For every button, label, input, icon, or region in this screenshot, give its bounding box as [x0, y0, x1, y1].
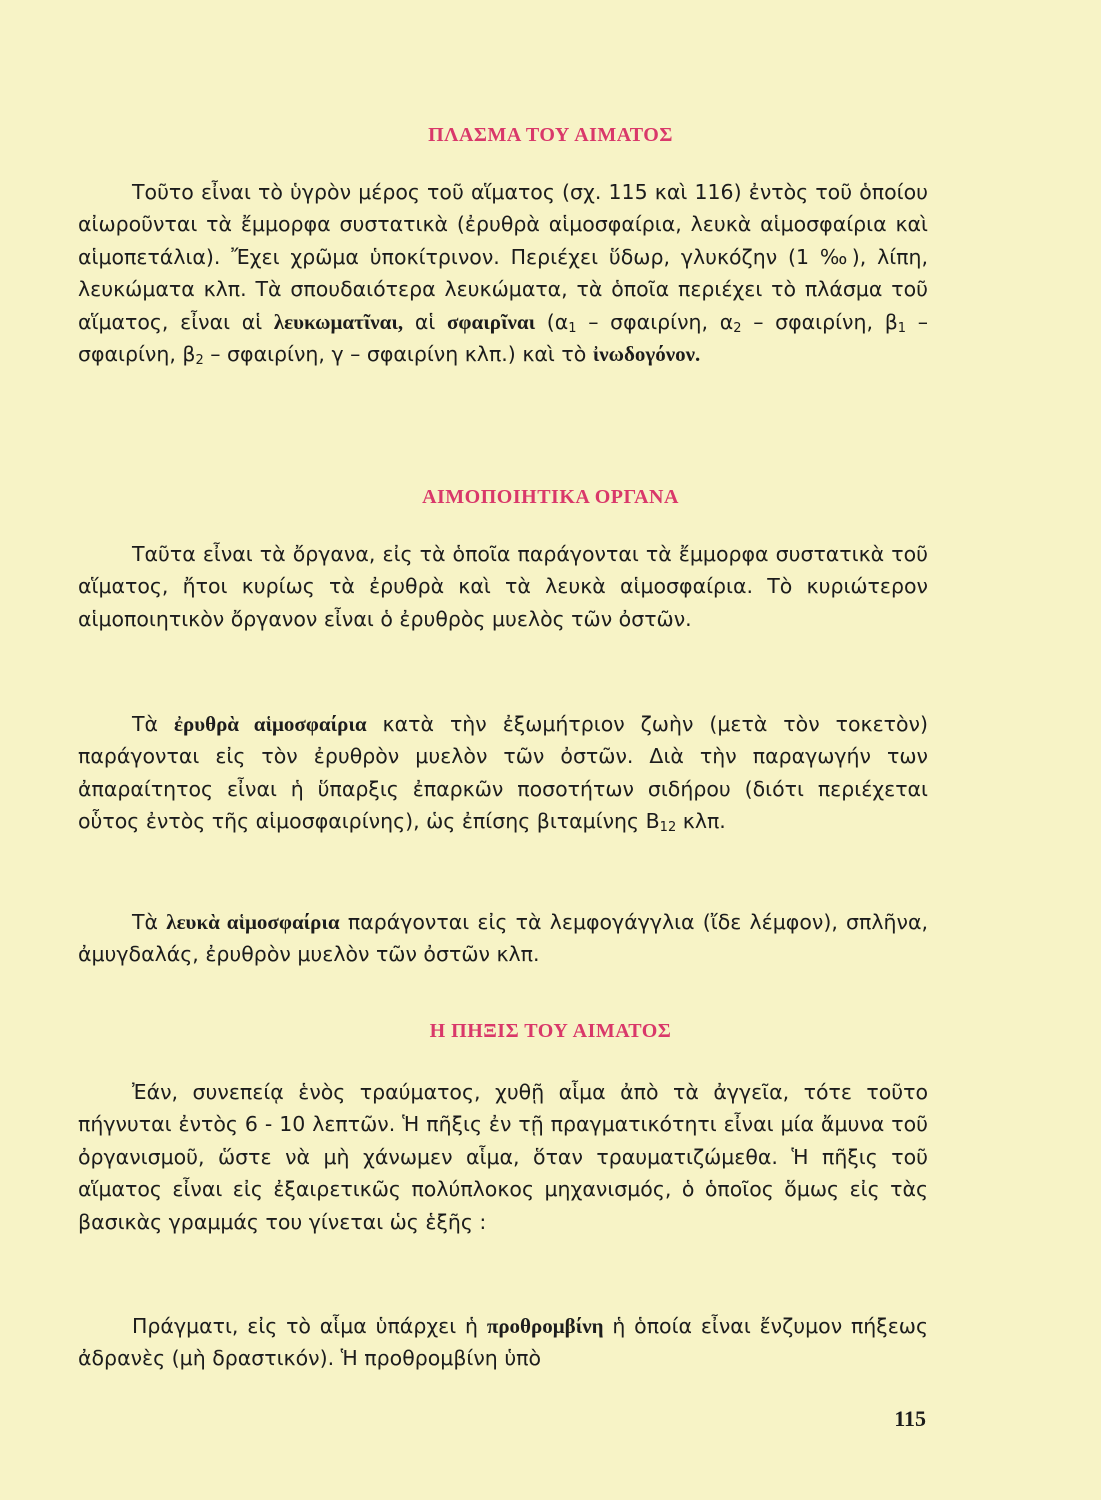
text-run: κατὰ τὴν ἐξωμήτριον ζωὴν (μετὰ τὸν τοκετὸν) παράγονται εἰς τὸν ἐρυθρὸν μυελὸν τῶν ὀστῶν. Διὰ τὴν παραγωγήν των ἀπαραίτητος εἶναι ἡ ὕπαρξις ἐπαρκῶν ποσοτήτων σιδήρου (διότι περιέχεται οὗτος ἐντὸς τῆς αἱμοσφαιρίνης), ὡς ἐπίσης βιταμίνης Β: [78, 712, 928, 834]
heading-plasma: ΠΛΑΣΜΑ ΤΟΥ ΑΙΜΑΤΟΣ: [428, 124, 673, 146]
bold-term-red-cells: ἐρυθρὰ αἱμοσφαίρια: [174, 712, 367, 736]
text-run: – σφαιρίνη, γ – σφαιρίνη κλπ.) καὶ τὸ: [203, 342, 593, 367]
heading-hematopoietic-organs: ΑΙΜΟΠΟΙΗΤΙΚΑ ΟΡΓΑΝΑ: [422, 486, 679, 508]
bold-term-albumins: λευκωματῖναι,: [273, 309, 404, 334]
text-run: Πράγματι, εἰς τὸ αἷμα ὑπάρχει ἡ: [132, 1314, 487, 1338]
text-run: Ἐάν, συνεπείᾳ ἑνὸς τραύματος, χυθῇ αἷμα ἀπὸ τὰ ἀγγεῖα, τότε τοῦτο πήγνυται ἐντὸς 6 - 10 λεπτῶν. Ἡ πῆξις ἐν τῇ πραγματικότητι εἶναι μία ἄμυνα τοῦ ὀργανισμοῦ, ὥστε νὰ μὴ χάνωμεν αἷμα, ὅταν τραυματιζώμεθα. Ἡ πῆξις τοῦ αἵματος εἶναι εἰς ἐξαιρετικῶς πολύπλοκος μηχανισμός, ὁ ὁποῖος ὅμως εἰς τὰς βασικὰς γραμμάς του γίνεται ὡς ἑξῆς :: [78, 1080, 928, 1234]
bold-term-white-cells: λευκὰ αἱμοσφαίρια: [166, 910, 340, 934]
text-run: Τοῦτο εἶναι τὸ ὑγρὸν μέρος τοῦ αἵματος (σχ. 115 καὶ 116) ἐντὸς τοῦ ὁποίου αἰωροῦνται τὰ ἔμμορφα συστατικὰ (ἐρυθρὰ αἱμοσφαίρια, λευκὰ αἱμοσφαίρια καὶ αἱμοπετάλια). Ἔχει χρῶμα ὑποκίτρινον. Περιέχει ὕδωρ, γλυκόζην (1 ‰), λίπη, λευκώματα κλπ. Τὰ σπουδαιότερα λευκώματα, τὰ ὁποῖα περιέχει τὸ πλάσμα τοῦ αἵματος, εἶναι αἱ: [78, 180, 928, 334]
text-run: παράγονται εἰς τὰ λεμφογάγγλια (ἴδε λέμφον), σπλῆνα, ἀμυγδαλάς, ἐρυθρὸν μυελὸν τῶν ὀστῶν κλπ.: [78, 910, 928, 967]
text-run: – σφαιρίνη, α: [576, 309, 734, 334]
subscript: 2: [733, 320, 742, 336]
text-run: – σφαιρίνη, β: [741, 309, 898, 334]
text-run: κλπ.: [676, 809, 726, 834]
paragraph-plasma: [78, 176, 928, 370]
paragraph-organs: [78, 538, 928, 635]
text-run: Τὰ: [132, 712, 174, 736]
text-run: – σφαιρίνη, β: [78, 309, 928, 367]
bold-term-globulins: σφαιρῖναι: [446, 309, 536, 334]
text-run: αἱ: [403, 309, 447, 334]
bold-term-fibrinogen: ἰνωδογόνον.: [592, 342, 701, 367]
text-run: Ταῦτα εἶναι τὰ ὄργανα, εἰς τὰ ὁποῖα παράγονται τὰ ἔμμορφα συστατικὰ τοῦ αἵματος, ἤτοι κυρίως τὰ ἐρυθρὰ καὶ τὰ λευκὰ αἱμοσφαίρια. Τὸ κυριώτερον αἱμοποιητικὸν ὄργανον εἶναι ὁ ἐρυθρὸς μυελὸς τῶν ὀστῶν.: [78, 542, 928, 631]
text-run: Τὰ: [132, 910, 167, 934]
paragraph-prothrombin: [78, 1310, 928, 1375]
page-number: 115: [894, 1406, 926, 1431]
paragraph-red-cells: [78, 708, 928, 838]
heading-clotting: Η ΠΗΞΙΣ ΤΟΥ ΑΙΜΑΤΟΣ: [429, 1020, 672, 1042]
paragraph-white-cells: [78, 906, 928, 971]
subscript: 12: [659, 820, 677, 836]
subscript: 2: [195, 353, 204, 369]
paragraph-clotting: [78, 1076, 928, 1238]
subscript: 1: [568, 320, 577, 336]
bold-term-prothrombin: προθρομβίνη: [486, 1314, 604, 1338]
text-run: (α: [535, 309, 569, 334]
subscript: 1: [897, 320, 907, 336]
text-run: ἡ ὁποία εἶναι ἔνζυμον πήξεως ἀδρανὲς (μὴ δραστικόν). Ἡ προθρομβίνη ὑπὸ: [78, 1314, 929, 1371]
